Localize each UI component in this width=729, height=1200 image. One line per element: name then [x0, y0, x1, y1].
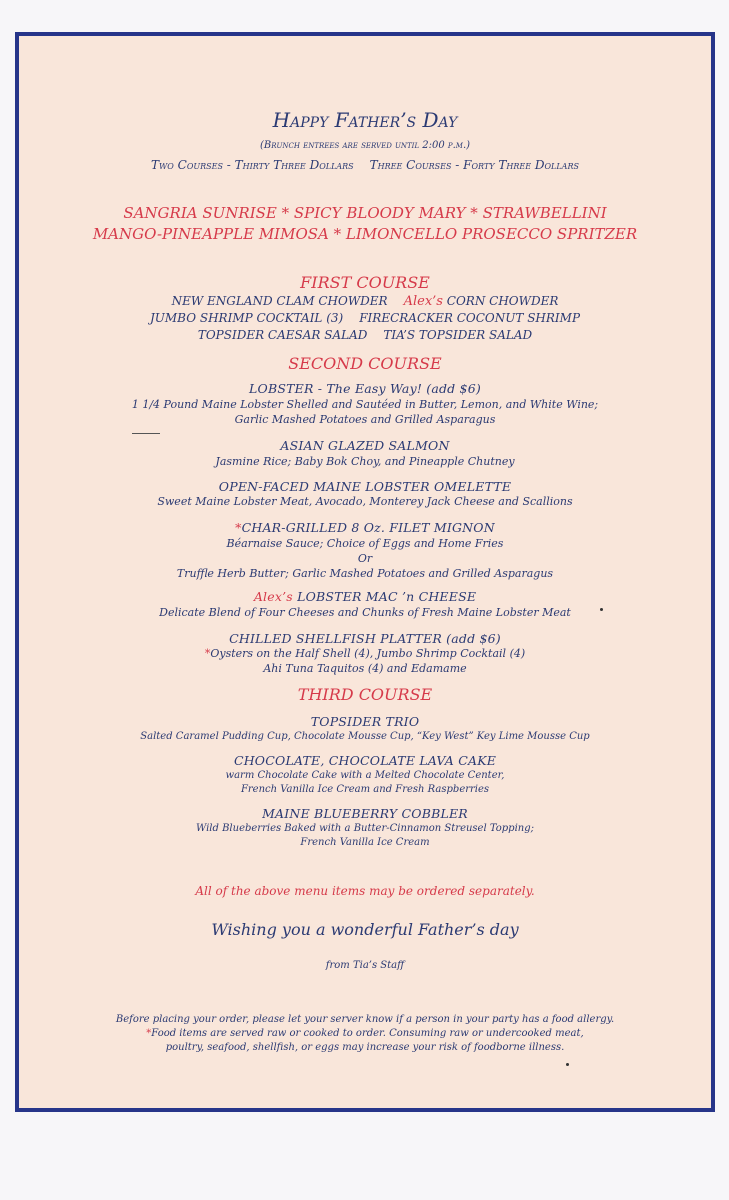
- lobster-desc-1: 1 1/4 Pound Maine Lobster Shelled and Sautéed in Butter, Lemon, and White Wine;: [131, 398, 599, 411]
- first-course-heading: FIRST COURSE: [300, 273, 430, 292]
- raw-food-warning-1: [19, 1028, 711, 1039]
- pricing-line: [19, 158, 711, 172]
- menu-page: [15, 32, 715, 1112]
- filet-or: Or: [357, 552, 373, 565]
- lava-desc-1: warm Chocolate Cake with a Melted Chocolate Center,: [225, 770, 505, 781]
- mac-title-line: [19, 589, 711, 604]
- drinks-line-1: SANGRIA SUNRISE * SPICY BLOODY MARY * STRAWBELLINI: [123, 204, 607, 222]
- topsider-salad: TIA’S TOPSIDER SALAD: [383, 328, 533, 342]
- lava-desc-2: French Vanilla Ice Cream and Fresh Raspberries: [240, 784, 490, 795]
- pricing-three-courses: Three Courses - Forty Three Dollars: [369, 158, 579, 172]
- menu-title: Happy Father’s Day: [272, 108, 458, 132]
- raw-food-warning-2: poultry, seafood, shellfish, or eggs may increase your risk of foodborne illness.: [165, 1042, 565, 1053]
- alex-label: Alex’s: [403, 294, 443, 309]
- filet-title: CHAR-GRILLED 8 Oz. FILET MIGNON: [241, 520, 495, 535]
- first-course-row-2: [19, 311, 711, 325]
- filet-desc-2: Truffle Herb Butter; Garlic Mashed Potatoes and Grilled Asparagus: [176, 567, 554, 580]
- stray-dot: [600, 608, 603, 611]
- jumbo-shrimp-cocktail: JUMBO SHRIMP COCKTAIL (3): [149, 311, 344, 325]
- corn-chowder: CORN CHOWDER: [446, 294, 559, 308]
- lobster-title: LOBSTER - The Easy Way! (add $6): [249, 381, 481, 396]
- mac-title: LOBSTER MAC ’n CHEESE: [297, 589, 477, 604]
- trio-desc: Salted Caramel Pudding Cup, Chocolate Mousse Cup, “Key West” Key Lime Mousse Cup: [140, 731, 590, 742]
- platter-desc-1-line: [19, 647, 711, 660]
- pricing-two-courses: Two Courses - Thirty Three Dollars: [151, 158, 354, 172]
- alex-label: Alex’s: [253, 589, 293, 604]
- omelette-title: OPEN-FACED MAINE LOBSTER OMELETTE: [218, 479, 512, 494]
- platter-desc-2: Ahi Tuna Taquitos (4) and Edamame: [263, 662, 467, 675]
- pen-mark: [132, 433, 160, 434]
- brunch-note: (Brunch entrees are served until 2:00 p.m.): [259, 140, 471, 151]
- raw-asterisk: *: [235, 520, 242, 535]
- firecracker-shrimp: FIRECRACKER COCONUT SHRIMP: [359, 311, 581, 325]
- clam-chowder: NEW ENGLAND CLAM CHOWDER: [171, 294, 388, 308]
- cobbler-desc-2: French Vanilla Ice Cream: [300, 837, 430, 848]
- lava-title: CHOCOLATE, CHOCOLATE LAVA CAKE: [233, 753, 497, 768]
- drinks-line-2: MANGO-PINEAPPLE MIMOSA * LIMONCELLO PROSECCO SPRITZER: [92, 225, 638, 243]
- salmon-desc: Jasmine Rice; Baby Bok Choy, and Pineapple Chutney: [215, 455, 515, 468]
- caesar-salad: TOPSIDER CAESAR SALAD: [197, 328, 368, 342]
- lobster-desc-2: Garlic Mashed Potatoes and Grilled Asparagus: [234, 413, 496, 426]
- first-course-row-1: [19, 294, 711, 309]
- raw-asterisk: *: [204, 647, 211, 660]
- raw-food-warning-text-1: Food items are served raw or cooked to order. Consuming raw or undercooked meat,: [151, 1028, 584, 1039]
- filet-desc-1: Béarnaise Sauce; Choice of Eggs and Home Fries: [226, 537, 504, 550]
- filet-title-line: [19, 520, 711, 535]
- omelette-desc: Sweet Maine Lobster Meat, Avocado, Monterey Jack Cheese and Scallions: [157, 495, 573, 508]
- order-separately-note: All of the above menu items may be ordered separately.: [195, 884, 535, 898]
- platter-title: CHILLED SHELLFISH PLATTER (add $6): [229, 631, 501, 646]
- salmon-title: ASIAN GLAZED SALMON: [280, 438, 450, 453]
- from-staff: from Tia’s Staff: [325, 960, 405, 971]
- stray-dot: [566, 1063, 569, 1066]
- cobbler-desc-1: Wild Blueberries Baked with a Butter-Cinnamon Streusel Topping;: [196, 823, 534, 834]
- raw-asterisk: *: [146, 1028, 152, 1039]
- allergy-notice: Before placing your order, please let your server know if a person in your party has a food allergy.: [115, 1014, 615, 1025]
- mac-desc: Delicate Blend of Four Cheeses and Chunks of Fresh Maine Lobster Meat: [159, 606, 571, 619]
- wishing-message: Wishing you a wonderful Father’s day: [211, 920, 519, 939]
- third-course-heading: THIRD COURSE: [297, 685, 433, 704]
- trio-title: TOPSIDER TRIO: [310, 714, 420, 729]
- cobbler-title: MAINE BLUEBERRY COBBLER: [262, 806, 468, 821]
- first-course-row-3: [19, 328, 711, 342]
- platter-desc-1: Oysters on the Half Shell (4), Jumbo Shrimp Cocktail (4): [210, 647, 526, 660]
- second-course-heading: SECOND COURSE: [288, 354, 442, 373]
